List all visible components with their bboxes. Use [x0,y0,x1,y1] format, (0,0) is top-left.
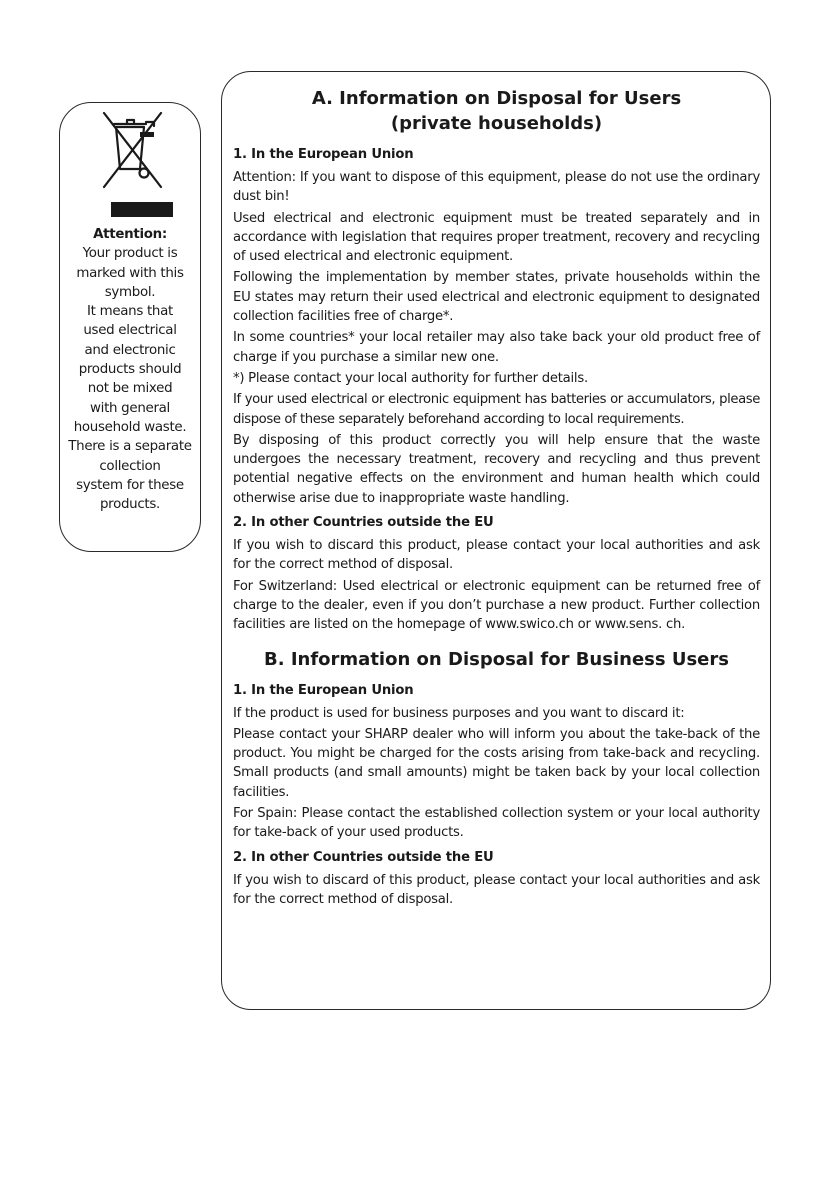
notice-line: It means that [87,304,173,320]
section-b-eu-paragraph: Please contact your SHARP dealer who will inform you about the take-back of the product. You might be charged for the costs arising from take-back and recycling. Small products (and small amounts) might be taken back by your local collection facilities. [233,726,760,800]
section-a-eu-paragraph: Used electrical and electronic equipment must be treated separately and in accordance with legislation that requires proper treatment, recovery and recycling of used electrical and electronic equipment. [233,210,760,265]
notice-line: and electronic [84,342,176,358]
attention-label: Attention: [93,227,167,242]
section-b-eu-paragraph: For Spain: Please contact the established collection system or your local authority for take-back of your used products. [233,806,760,841]
notice-line: not be mixed [87,381,173,397]
notice-line: used electrical [83,323,177,339]
section-b-other-paragraph: If you wish to discard of this product, please contact your local authorities and ask for the correct method of disposal. [233,872,760,907]
section-b-other-heading: 2. In other Countries outside the EU [233,849,494,865]
section-a-eu-paragraph: If your used electrical or electronic equipment has batteries or accumulators, please dispose of these separately beforehand according to local requirements. [233,392,760,427]
section-a-other-paragraph: For Switzerland: Used electrical or electronic equipment can be returned free of charge to the dealer, even if you don’t purchase a new product. Further collection facilities are listed on the homepage of www.swico.ch or www.sens. ch. [233,578,760,633]
section-a-eu-paragraph: Attention: If you want to dispose of this equipment, please do not use the ordinary dust bin! [233,170,760,205]
section-a-eu-paragraph: By disposing of this product correctly you will help ensure that the waste undergoes the necessary treatment, recovery and recycling and thus prevent potential negative effects on the environment and human health which could otherwise arise due to inappropriate waste handling. [233,432,760,506]
notice-line: products. [99,497,161,513]
section-a-eu-heading: 1. In the European Union [233,147,414,162]
section-a-eu-paragraph: *) Please contact your local authority for further details. [233,370,588,386]
section-a-title [233,86,760,136]
disposal-information-content [233,86,760,911]
section-a-other-heading: 2. In other Countries outside the EU [233,515,494,531]
notice-line: There is a separate [68,439,192,455]
section-a-eu-paragraph: Following the implementation by member states, private households within the EU states may return their used electrical and electronic equipment to designated collection facilities free of charge*. [233,270,760,325]
symbol-notice-text [59,225,201,514]
crossed-out-wheelie-bin-icon [97,109,169,191]
section-b-eu-paragraph: If the product is used for business purposes and you want to discard it: [233,705,685,721]
section-a-title-line1: A. Information on Disposal for Users [311,88,682,109]
notice-line: household waste. [73,419,187,435]
bin-handle-mark [140,132,154,137]
section-a-title-line2: (private households) [390,113,603,134]
notice-line: with general [90,400,170,416]
section-b-title: B. Information on Disposal for Business Users [264,648,729,670]
notice-line: symbol. [104,284,156,300]
date-bar [111,202,173,217]
section-a-other-paragraph: If you wish to discard this product, please contact your local authorities and ask for the correct method of disposal. [233,538,760,573]
notice-line: system for these [76,477,184,493]
section-b-eu-heading: 1. In the European Union [233,682,414,698]
notice-line: products should [78,362,182,378]
section-a-eu-paragraph: In some countries* your local retailer may also take back your old product free of charge if you purchase a similar new one. [233,330,760,365]
notice-line: Your product is [82,246,178,262]
notice-line: marked with this [76,265,184,281]
notice-line: collection [99,458,161,474]
